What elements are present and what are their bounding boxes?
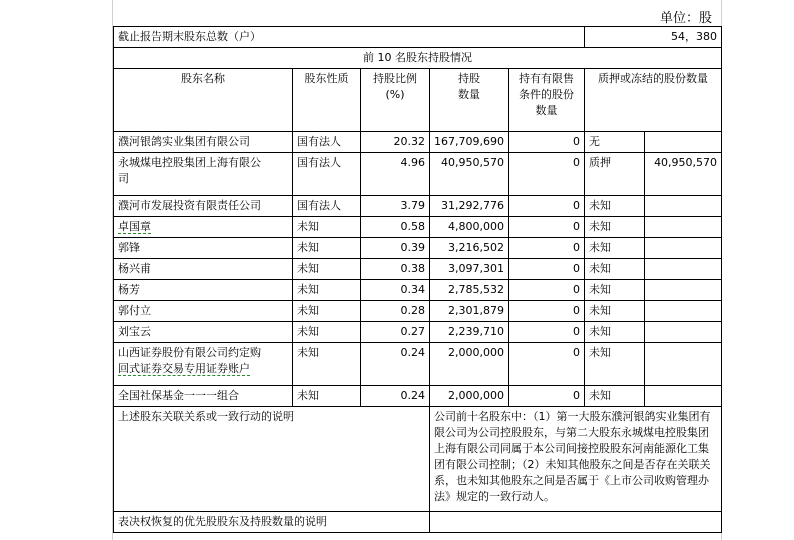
holder-name — [114, 217, 293, 238]
association-row — [114, 407, 722, 512]
header-restricted-line3: 数量 — [535, 104, 558, 117]
header-restricted-line1: 持有有限售 — [519, 72, 575, 85]
holder-name: 濮河银鸽实业集团有限公司 — [114, 132, 293, 153]
holder-name: 杨芳 — [114, 280, 293, 301]
holder-shares: 2,785,532 — [430, 280, 509, 301]
unit-label: 单位：股 — [659, 11, 712, 26]
holder-pledge-type: 质押 — [585, 153, 645, 196]
holder-pledge-qty — [645, 259, 722, 280]
holder-pledge-qty — [645, 132, 722, 153]
holder-pledge-qty — [645, 343, 722, 386]
table-row — [114, 259, 722, 280]
header-shares-line1: 持股 — [458, 72, 480, 85]
section-title-row — [114, 48, 722, 69]
holder-pledge-type: 未知 — [585, 343, 645, 386]
header-shares-line2: 数量 — [458, 88, 480, 101]
holder-shares: 2,000,000 — [430, 386, 509, 407]
holder-nature: 未知 — [293, 301, 361, 322]
holder-pledge-type: 未知 — [585, 259, 645, 280]
holder-pledge-qty — [645, 301, 722, 322]
table-row — [114, 153, 722, 196]
header-restricted — [509, 69, 585, 132]
preferred-value — [430, 512, 722, 533]
holder-pledge-type: 未知 — [585, 386, 645, 407]
holder-shares: 40,950,570 — [430, 153, 509, 196]
holder-shares: 2,239,710 — [430, 322, 509, 343]
holder-nature: 国有法人 — [293, 153, 361, 196]
holder-shares: 31,292,776 — [430, 196, 509, 217]
holder-nature: 未知 — [293, 386, 361, 407]
holder-shares: 4,800,000 — [430, 217, 509, 238]
holder-ratio: 0.28 — [361, 301, 430, 322]
association-label: 上述股东关联关系或一致行动的说明 — [114, 407, 430, 512]
header-ratio-line1: 持股比例 — [373, 72, 417, 85]
holder-pledge-type: 未知 — [585, 217, 645, 238]
holder-name-text: 卓国章 — [118, 220, 151, 233]
header-shares — [430, 69, 509, 132]
holder-pledge-qty — [645, 386, 722, 407]
holder-restricted: 0 — [509, 132, 585, 153]
section-title: 前 10 名股东持股情况 — [114, 48, 722, 69]
holder-name: 郭付立 — [114, 301, 293, 322]
holder-pledge-type: 未知 — [585, 238, 645, 259]
holder-restricted: 0 — [509, 153, 585, 196]
holder-shares: 2,000,000 — [430, 343, 509, 386]
holder-name-line1: 山西证券股份有限公司约定购 — [118, 346, 261, 359]
holder-name: 全国社保基金一一一组合 — [114, 386, 293, 407]
shareholder-table — [113, 26, 722, 533]
header-ratio-line2: (%) — [385, 88, 405, 101]
holder-pledge-type: 未知 — [585, 196, 645, 217]
holder-pledge-qty: 40,950,570 — [645, 153, 722, 196]
holder-shares: 3,216,502 — [430, 238, 509, 259]
holder-pledge-type: 未知 — [585, 301, 645, 322]
table-row — [114, 196, 722, 217]
header-pledge: 质押或冻结的股份数量 — [585, 69, 722, 132]
holder-nature: 未知 — [293, 238, 361, 259]
association-text: 公司前十名股东中：（1）第一大股东濮河银鸽实业集团有限公司为公司控股股东，与第二大股东永城煤电控股集团上海有限公司同属于本公司间接控股股东河南能源化工集团有限公司控制；（2）未知其他股东之间是否存在关联关系，也未知其他股东之间是否属于《上市公司收购管理办法》规定的一致行动人。 — [430, 407, 722, 512]
holder-pledge-qty — [645, 280, 722, 301]
header-nature: 股东性质 — [293, 69, 361, 132]
holder-name: 刘宝云 — [114, 322, 293, 343]
table-row — [114, 386, 722, 407]
holder-ratio: 0.39 — [361, 238, 430, 259]
holder-name — [114, 343, 293, 386]
column-header-row — [114, 69, 722, 132]
holder-name-line2-text: 回式证券交易专用证券账户 — [118, 362, 250, 375]
total-holders-row — [114, 27, 722, 48]
holder-ratio: 0.34 — [361, 280, 430, 301]
holder-restricted: 0 — [509, 322, 585, 343]
holder-restricted: 0 — [509, 196, 585, 217]
total-holders-label: 截止报告期末股东总数（户） — [114, 27, 585, 48]
header-restricted-line2: 条件的股份 — [519, 88, 575, 101]
holder-restricted: 0 — [509, 238, 585, 259]
holder-pledge-qty — [645, 196, 722, 217]
holder-pledge-type: 无 — [585, 132, 645, 153]
table-row — [114, 322, 722, 343]
holder-ratio: 0.58 — [361, 217, 430, 238]
holder-nature: 未知 — [293, 343, 361, 386]
holder-shares: 2,301,879 — [430, 301, 509, 322]
holder-restricted: 0 — [509, 301, 585, 322]
holder-ratio: 20.32 — [361, 132, 430, 153]
holder-name-line2: 司 — [118, 172, 129, 185]
table-row — [114, 301, 722, 322]
holder-restricted: 0 — [509, 259, 585, 280]
table-row — [114, 217, 722, 238]
holder-ratio: 0.38 — [361, 259, 430, 280]
holder-name: 杨兴甫 — [114, 259, 293, 280]
holder-nature: 未知 — [293, 217, 361, 238]
holder-name-line1: 永城煤电控股集团上海有限公 — [118, 156, 261, 169]
table-row — [114, 280, 722, 301]
preferred-label: 表决权恢复的优先股股东及持股数量的说明 — [114, 512, 430, 533]
holder-ratio: 0.27 — [361, 322, 430, 343]
holder-nature: 未知 — [293, 280, 361, 301]
header-ratio — [361, 69, 430, 132]
holder-name: 濮河市发展投资有限责任公司 — [114, 196, 293, 217]
holder-pledge-qty — [645, 322, 722, 343]
header-name: 股东名称 — [114, 69, 293, 132]
holder-pledge-qty — [645, 217, 722, 238]
holder-nature: 国有法人 — [293, 132, 361, 153]
holder-name-line2 — [118, 361, 288, 377]
table-row — [114, 132, 722, 153]
table-row — [114, 238, 722, 259]
holder-ratio: 4.96 — [361, 153, 430, 196]
holder-restricted: 0 — [509, 217, 585, 238]
holder-name: 郭锋 — [114, 238, 293, 259]
holder-ratio: 0.24 — [361, 343, 430, 386]
holder-restricted: 0 — [509, 343, 585, 386]
holder-shares: 167,709,690 — [430, 132, 509, 153]
holder-restricted: 0 — [509, 386, 585, 407]
total-holders-value: 54，380 — [585, 27, 722, 48]
holder-nature: 国有法人 — [293, 196, 361, 217]
holder-pledge-type: 未知 — [585, 322, 645, 343]
holder-name — [114, 153, 293, 196]
holder-pledge-type: 未知 — [585, 280, 645, 301]
preferred-row — [114, 512, 722, 533]
holder-nature: 未知 — [293, 259, 361, 280]
holder-pledge-qty — [645, 238, 722, 259]
holder-shares: 3,097,301 — [430, 259, 509, 280]
holder-ratio: 3.79 — [361, 196, 430, 217]
table-row — [114, 343, 722, 386]
holder-nature: 未知 — [293, 322, 361, 343]
holder-restricted: 0 — [509, 280, 585, 301]
holder-ratio: 0.24 — [361, 386, 430, 407]
